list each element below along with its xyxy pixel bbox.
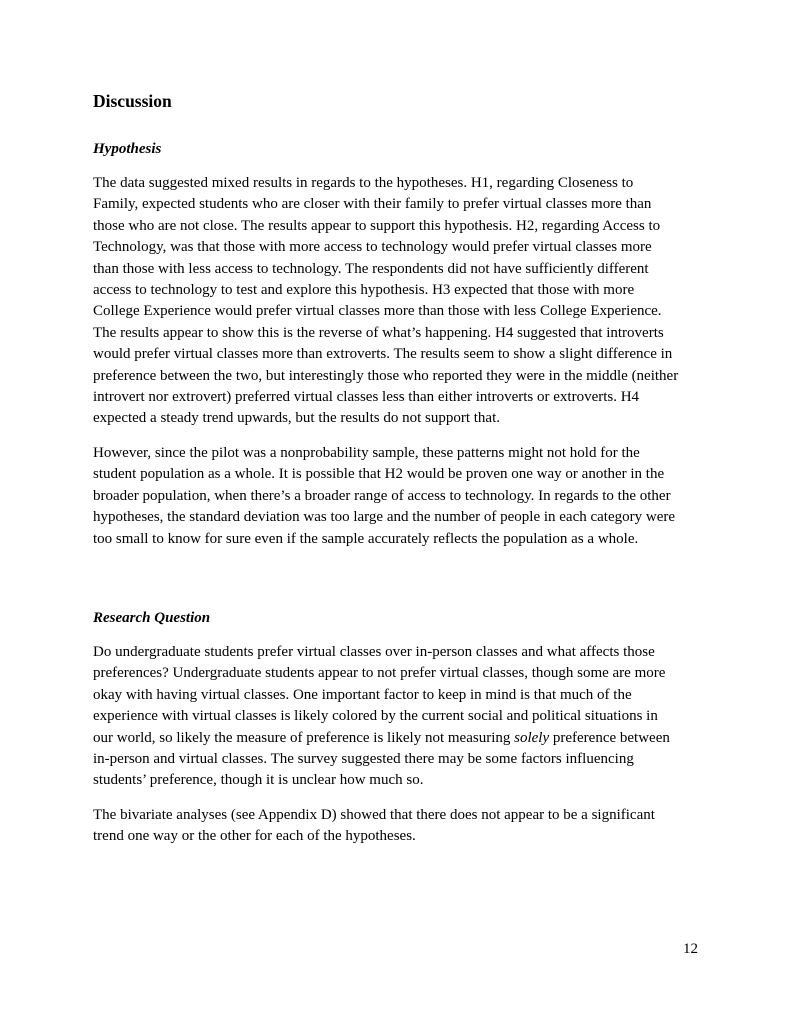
- text-fragment: preference between: [549, 729, 670, 746]
- text-line-with-emphasis: [93, 728, 670, 749]
- text-line: students’ preference, though it is unclear how much so.: [93, 772, 424, 789]
- text-line: preference between the two, but interestingly those who reported they were in the middle (neither: [93, 367, 679, 384]
- text-line: hypotheses, the standard deviation was too large and the number of people in each category were: [93, 509, 676, 526]
- text-line: Technology, was that those with more access to technology would prefer virtual classes more: [93, 239, 652, 256]
- text-line: in-person and virtual classes. The survey suggested there may be some factors influencing: [93, 750, 634, 767]
- page-number: 12: [683, 941, 698, 957]
- hypothesis-paragraph-2: [93, 443, 675, 550]
- section-title: Discussion: [93, 91, 172, 111]
- text-line: Do undergraduate students prefer virtual classes over in-person classes and what affects those: [93, 644, 655, 660]
- text-line: experience with virtual classes is likely colored by the current social and political situations in: [93, 708, 658, 725]
- text-line: would prefer virtual classes more than extroverts. The results seem to show a slight difference in: [93, 346, 673, 363]
- text-line: those who are not close. The results appear to support this hypothesis. H2, regarding Access to: [93, 217, 661, 234]
- text-line: student population as a whole. It is possible that H2 would be proven one way or another in the: [93, 466, 665, 483]
- text-line: However, since the pilot was a nonprobability sample, these patterns might not hold for the: [93, 445, 640, 461]
- text-line: broader population, when there’s a broader range of access to technology. In regards to the other: [93, 487, 671, 504]
- text-line: too small to know for sure even if the sample accurately reflects the population as a whole.: [93, 530, 639, 547]
- subsection-heading-hypothesis: Hypothesis: [93, 141, 162, 157]
- research-question-paragraph-2: [93, 805, 655, 848]
- text-line: introvert nor extrovert) preferred virtual classes less than either introverts or extroverts. H4: [93, 388, 640, 405]
- text-line: expected a steady trend upwards, but the results do not support that.: [93, 410, 500, 427]
- text-line: College Experience would prefer virtual classes more than those with less College Experience.: [93, 303, 662, 320]
- text-line: The data suggested mixed results in regards to the hypotheses. H1, regarding Closeness to: [93, 175, 634, 191]
- text-line: than those with less access to technology. The respondents did not have sufficiently different: [93, 260, 649, 277]
- subsection-heading-research-question: Research Question: [93, 610, 211, 626]
- research-question-paragraph-1: [93, 642, 670, 792]
- emphasized-word: solely: [514, 729, 550, 746]
- text-line: trend one way or the other for each of the hypotheses.: [93, 828, 416, 845]
- text-line: access to technology to test and explore this hypothesis. H3 expected that those with more: [93, 281, 635, 298]
- hypothesis-paragraph-1: [93, 173, 678, 430]
- text-line: Family, expected students who are closer with their family to prefer virtual classes more than: [93, 196, 652, 213]
- text-line: okay with having virtual classes. One important factor to keep in mind is that much of the: [93, 686, 632, 703]
- text-line: The results appear to show this is the reverse of what’s happening. H4 suggested that introverts: [93, 324, 664, 341]
- text-line: preferences? Undergraduate students appear to not prefer virtual classes, though some are more: [93, 665, 666, 682]
- text-line: The bivariate analyses (see Appendix D) showed that there does not appear to be a significant: [93, 807, 655, 823]
- text-fragment: our world, so likely the measure of preference is likely not measuring: [93, 729, 515, 746]
